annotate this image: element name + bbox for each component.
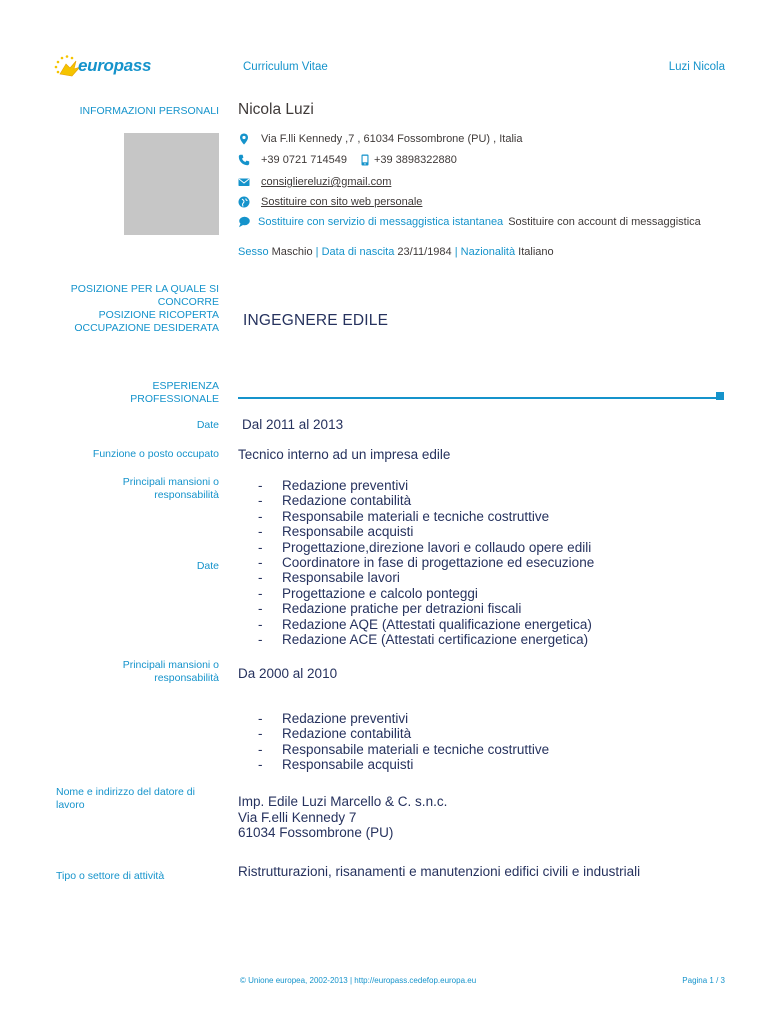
duties-list-1 [238, 478, 594, 647]
employer-label-line1: Nome e indirizzo del datore di [56, 786, 195, 798]
list-item: - Redazione AQE (Attestati qualificazione energetica) [258, 616, 592, 632]
position-label-line1: POSIZIONE PER LA QUALE SI [70, 283, 219, 295]
messaging-account: Sostituire con account di messaggistica [508, 216, 701, 228]
messaging-service: Sostituire con servizio di messaggistica istantanea [258, 216, 504, 228]
list-item: - Redazione contabilità [258, 493, 412, 509]
list-item: - Responsabile acquisti [258, 524, 414, 540]
date-label-2: Date [196, 560, 219, 572]
location-pin-icon [238, 133, 250, 145]
duties-label-2 [123, 659, 219, 685]
employer-label-line2: lavoro [56, 799, 85, 811]
list-item: - Redazione ACE (Attestati certificazione energetica) [258, 632, 589, 648]
employer-label [56, 786, 195, 812]
list-item: - Progettazione,direzione lavori e collaudo opere edili [258, 539, 592, 555]
position-label [71, 283, 219, 335]
phone-icon [238, 154, 250, 166]
personal-details-row [238, 246, 554, 258]
list-item: - Redazione contabilità [258, 726, 412, 742]
section-divider-square [716, 392, 724, 400]
website-link[interactable]: Sostituire con sito web personale [261, 196, 423, 208]
address-text: Via F.lli Kennedy ,7 , 61034 Fossombrone (PU) , Italia [261, 133, 523, 145]
list-item: - Redazione preventivi [258, 711, 409, 726]
list-item: - Coordinatore in fase di progettazione ed esecuzione [258, 555, 595, 571]
sector-value: Ristrutturazioni, risanamenti e manutenzioni edifici civili e industriali [238, 864, 641, 879]
duties-label-2-line2: responsabilità [154, 672, 219, 684]
duties-label-1-line2: responsabilità [154, 489, 219, 501]
employer-block [238, 794, 447, 841]
experience-section-label [130, 380, 219, 406]
doc-title: Curriculum Vitae [243, 61, 328, 73]
list-item: - Redazione pratiche per detrazioni fiscali [258, 601, 522, 617]
nationality-value: Italiano [518, 246, 554, 258]
list-item: - Responsabile materiali e tecniche costruttive [258, 741, 550, 757]
duties-label-1-line1: Principali mansioni o [122, 476, 219, 488]
experience-label-line2: PROFESSIONALE [130, 393, 219, 405]
nationality-label: | Nazionalità [454, 246, 516, 258]
mobile-phone-icon [359, 154, 371, 166]
duties-label-2-line1: Principali mansioni o [122, 659, 219, 671]
position-value: INGEGNERE EDILE [243, 312, 389, 329]
logo-text: europass [78, 56, 152, 75]
europass-logo [52, 52, 162, 82]
phone-text: +39 0721 714549 [261, 154, 347, 166]
photo-placeholder [124, 133, 219, 235]
section-divider-line [238, 397, 716, 399]
address-row [238, 133, 523, 145]
duties-list-2 [238, 711, 549, 773]
function-value: Tecnico interno ad un impresa edile [238, 447, 451, 462]
list-item: - Responsabile materiali e tecniche costruttive [258, 508, 550, 524]
birth-label: | Data di nascita [315, 246, 395, 258]
duties-label-1 [123, 476, 219, 502]
employer-name: Imp. Edile Luzi Marcello & C. s.n.c. [238, 794, 448, 809]
sector-label: Tipo o settore di attività [56, 870, 165, 882]
position-label-line4: OCCUPAZIONE DESIDERATA [74, 322, 219, 334]
phone-row [238, 154, 457, 166]
position-label-line2: CONCORRE [157, 296, 219, 308]
date-value-1: Dal 2011 al 2013 [242, 417, 344, 432]
email-icon [238, 176, 250, 188]
full-name: Nicola Luzi [238, 101, 314, 118]
sex-label: Sesso [238, 246, 269, 258]
messaging-row [238, 216, 701, 228]
personal-section-label: INFORMAZIONI PERSONALI [79, 105, 219, 117]
chat-bubble-icon [238, 216, 250, 228]
employer-street: Via F.elli Kennedy 7 [238, 809, 357, 825]
sex-value: Maschio [271, 246, 313, 258]
birth-value: 23/11/1984 [397, 246, 452, 258]
mobile-text: +39 3898322880 [373, 154, 457, 166]
footer-copyright: © Unione europea, 2002-2013 | http://europass.cedefop.europa.eu [240, 976, 477, 985]
header-person-name: Luzi Nicola [668, 61, 725, 73]
list-item: - Redazione preventivi [258, 478, 409, 493]
list-item: - Responsabile acquisti [258, 757, 414, 773]
employer-city: 61034 Fossombrone (PU) [238, 825, 394, 840]
globe-icon [238, 196, 250, 208]
email-row [238, 176, 391, 188]
experience-label-line1: ESPERIENZA [152, 380, 219, 392]
date-label-1: Date [196, 419, 219, 431]
list-item: - Responsabile lavori [258, 570, 400, 586]
position-label-line3: POSIZIONE RICOPERTA [98, 309, 219, 321]
email-link[interactable]: consigliereluzi@gmail.com [261, 176, 392, 188]
list-item: - Progettazione e calcolo ponteggi [258, 585, 478, 601]
date-value-2: Da 2000 al 2010 [238, 666, 338, 681]
function-label: Funzione o posto occupato [92, 448, 219, 460]
footer-page-number: Pagina 1 / 3 [682, 976, 725, 985]
website-row [238, 196, 422, 208]
